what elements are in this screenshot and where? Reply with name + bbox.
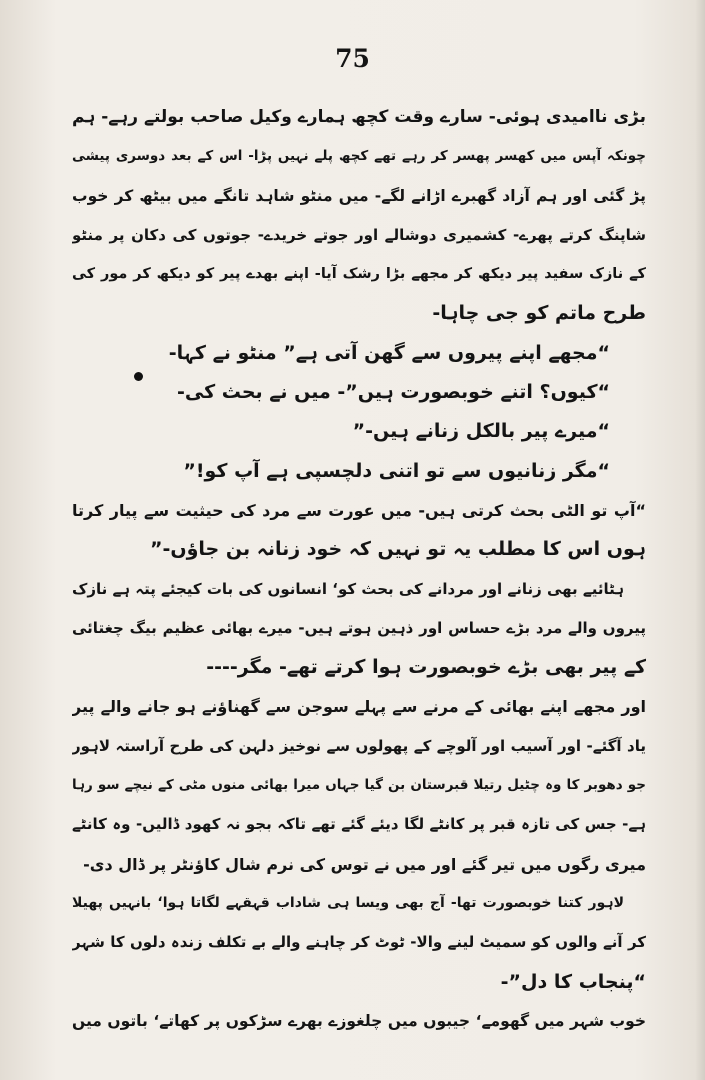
text-line: پیروں والے مرد بڑے حساس اور ذہین ہوتے ہیں- میرے بھائی عظیم بیگ چغتائی [72,618,646,637]
dialogue-line: “کیوں؟ اتنے خوبصورت ہیں”- میں نے بحث کی- [176,381,610,404]
text-line: “پنجاب کا دل”- [500,970,646,993]
text-line: کے پیر بھی بڑے خوبصورت ہوا کرتے تھے- مگر---- [206,656,646,679]
text-line: کے نازک سفید پیر دیکھ کر مجھے بڑا رشک آیا- اپنے بھدے پیر کو دیکھ کر مور کی [72,266,646,283]
text-line: کر آنے والوں کو سمیٹ لینے والا- ٹوٹ کر چاہنے والے بے تکلف زندہ دلوں کا شہر [72,933,646,952]
text-line: میری رگوں میں تیر گئے اور میں نے توس کی نرم شال کاؤنٹر پر ڈال دی- [83,854,646,874]
text-line: جو دھوبر کا وہ چٹیل رتیلا قبرستان بن گیا جہاں میرا بھائی منوں مٹی کے نیچے سو رہا [72,777,646,794]
paragraph-start-line: لاہور کتنا خوبصورت تھا- آج بھی ویسا ہی شاداب قہقہے لگاتا ہوا‘ بانہیں پھیلا [72,894,624,911]
paragraph-start-line: اور مجھے اپنے بھائی کے مرنے سے پہلے سوجن سے گھناؤنے ہو جانے والے پیر [72,697,646,717]
paragraph-start-line: خوب شہر میں گھومے‘ جیبوں میں چلغوزے بھرے سڑکوں پر کھاتے‘ باتوں میں [72,1011,646,1030]
text-line: چونکہ آپس میں کھسر پھسر کر رہے تھے کچھ پلے نہیں پڑا- اس کے بعد دوسری پیشی [72,148,646,165]
dialogue-line: “آپ تو الٹی بحث کرتی ہیں- میں عورت سے مرد کی حیثیت سے پیار کرتا [72,500,646,520]
urdu-text-body [72,98,646,1041]
paragraph-start-line: ہٹائیے بھی زنانے اور مردانے کی بحث کو‘ انسانوں کی بات کیجئے پتہ ہے نازک [72,579,624,598]
ink-spot [134,372,143,381]
page-edge-shadow [695,0,705,1080]
text-line: ہے- جس کی تازہ قبر پر کانٹے لگا دیئے گئے تھے تاکہ بجو نہ کھود ڈالیں- وہ کانٹے [72,815,646,834]
page-number: 75 [335,44,370,73]
text-line: طرح ماتم کو جی چاہا- [432,302,646,325]
dialogue-line: “میرے پیر بالکل زنانے ہیں-” [352,420,610,443]
text-line: پڑ گئی اور ہم آزاد گھبرے اڑانے لگے- میں منٹو شاہد تانگے میں بیٹھ کر خوب [72,186,646,205]
text-line: یاد آگئے- اور آسیب اور آلوچے کے پھولوں سے نوخیز دلہن کی طرح آراستہ لاہور [72,736,646,755]
text-line: شاپنگ کرتے پھرے- کشمیری دوشالے اور جوتے خریدے- جوتوں کی دکان پر منٹو [72,225,646,244]
dialogue-line: “مگر زنانیوں سے تو اتنی دلچسپی ہے آپ کو!” [183,459,610,482]
text-line: ہوں اس کا مطلب یہ تو نہیں کہ خود زنانہ بن جاؤں-” [150,538,646,561]
dialogue-line: “مجھے اپنے پیروں سے گھن آتی ہے” منٹو نے کہا- [168,341,610,364]
text-line: بڑی ناامیدی ہوئی- سارے وقت کچھ ہمارے وکیل صاحب بولتے رہے- ہم [72,107,646,127]
